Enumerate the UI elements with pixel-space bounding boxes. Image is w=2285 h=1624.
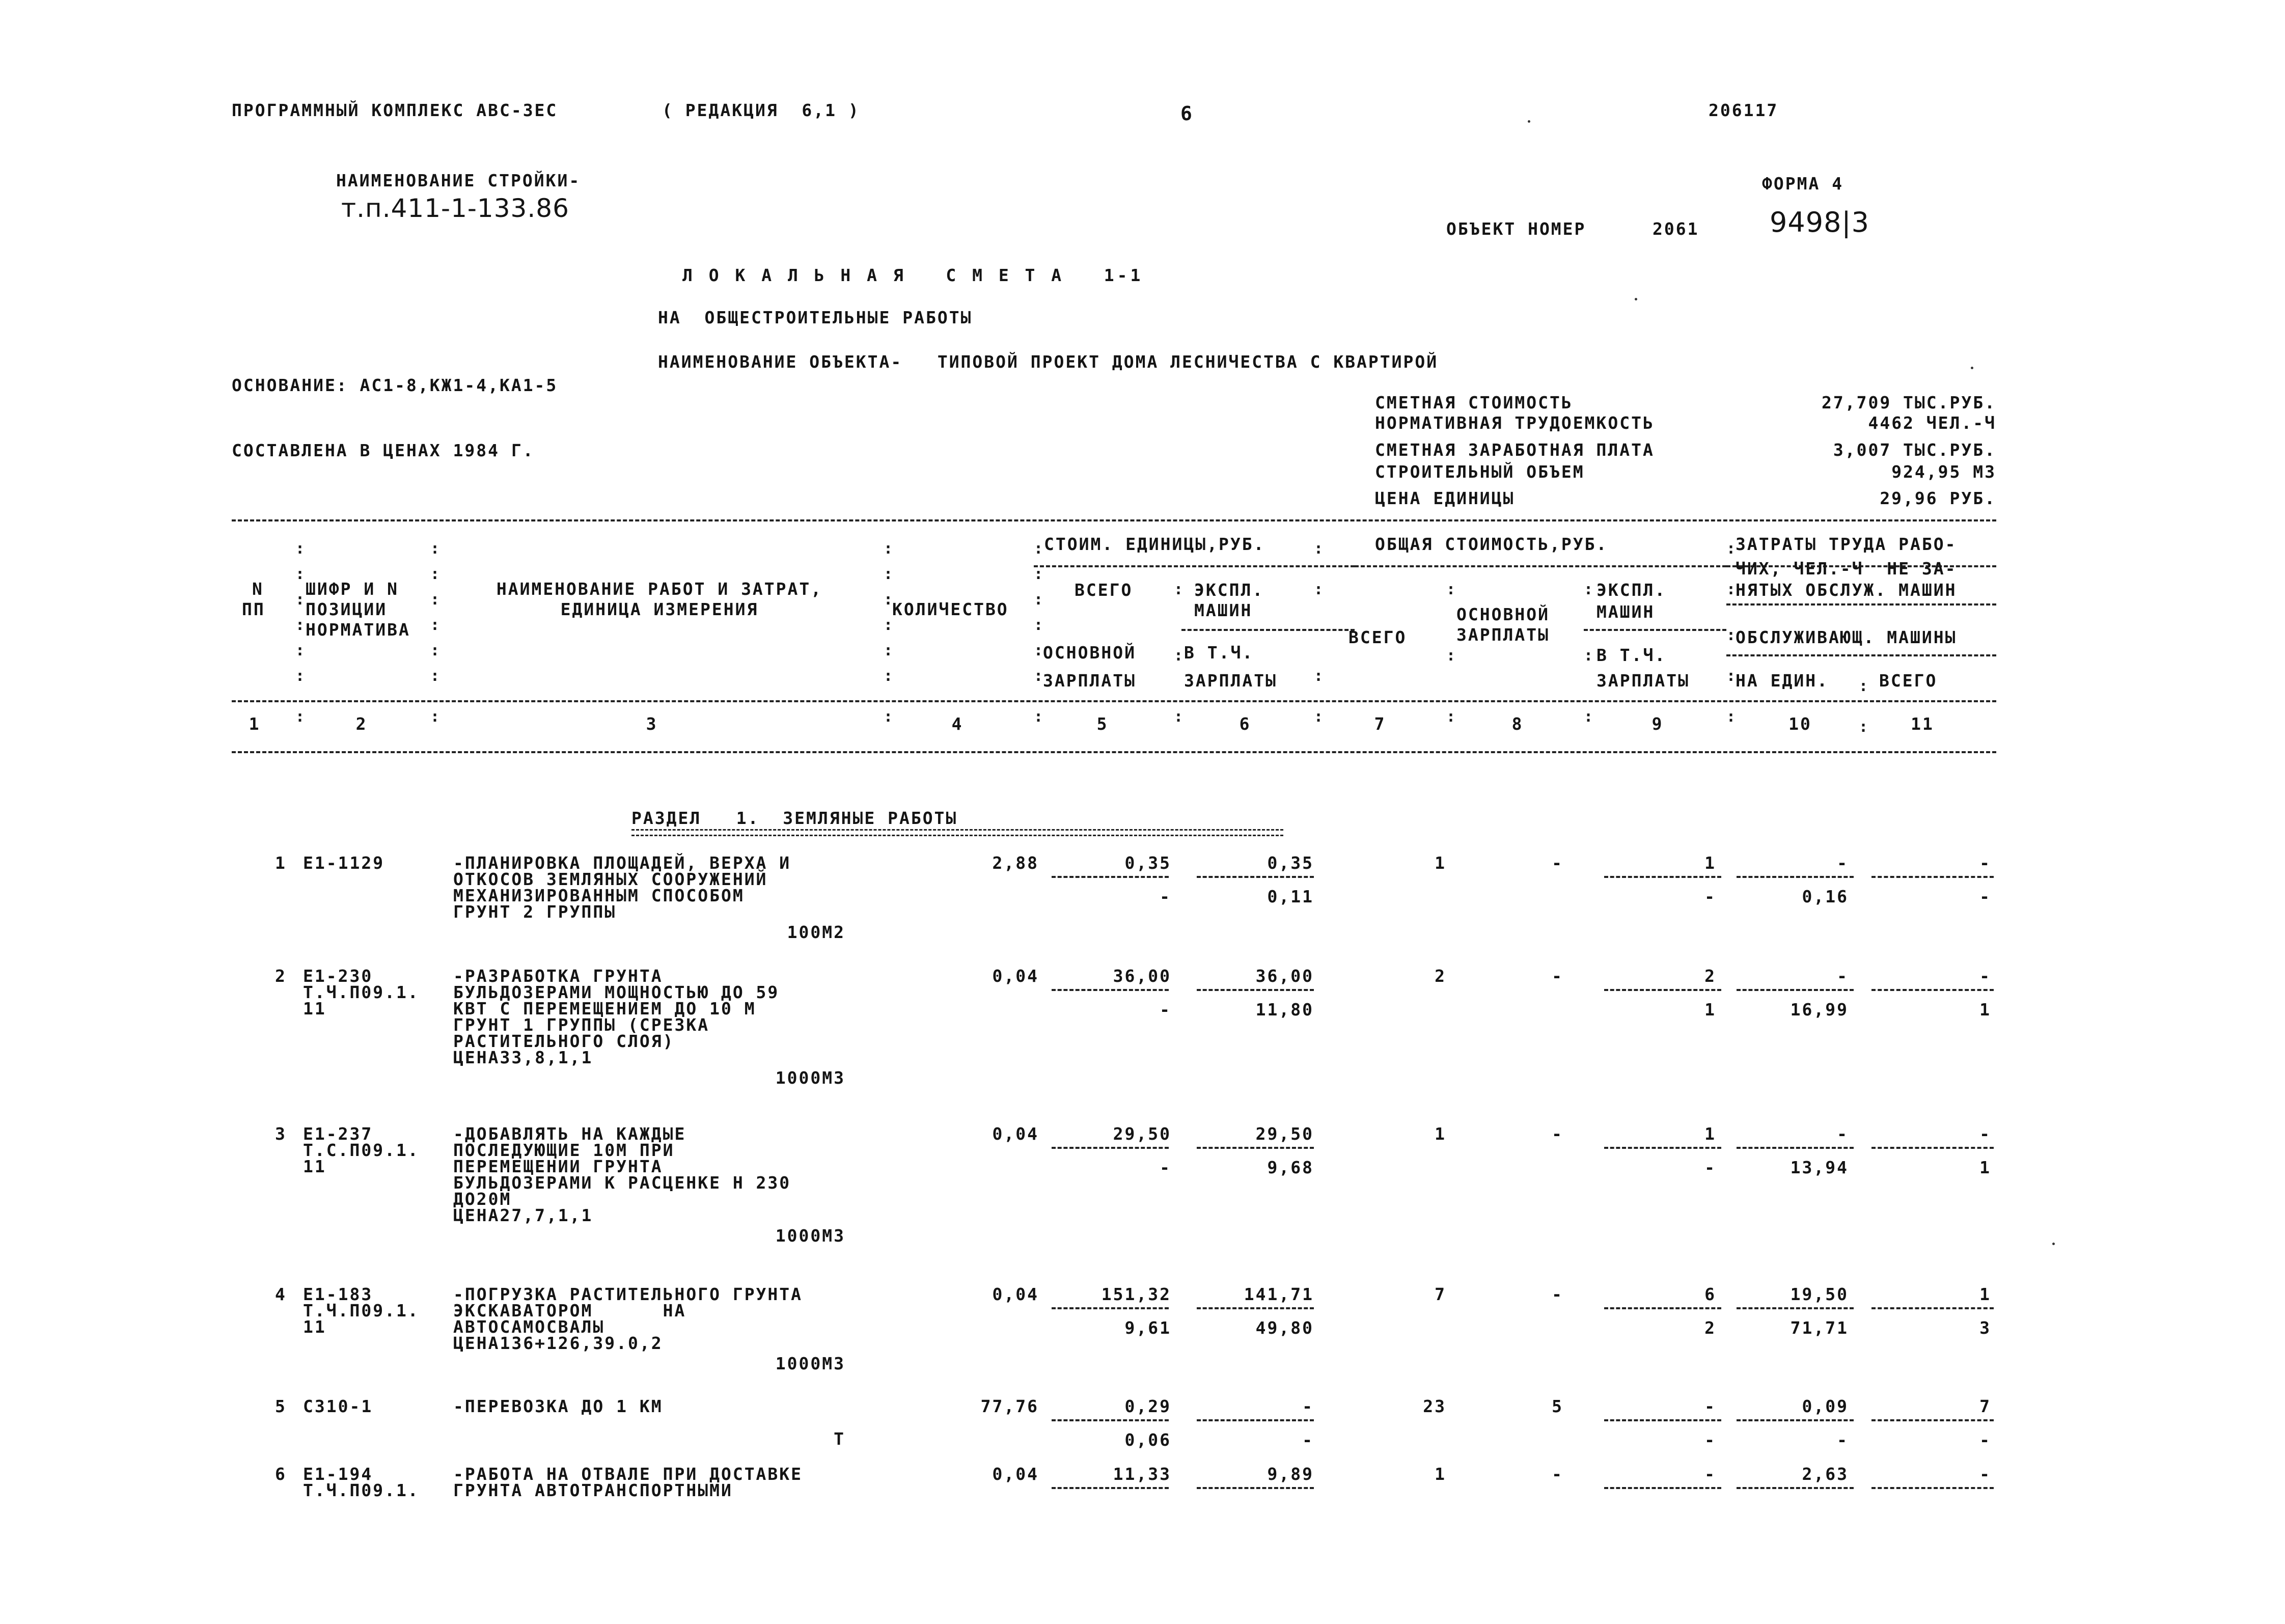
column-separator: : : :: [1584, 581, 1595, 726]
col-labor-service-label: ОБСЛУЖИВАЮЩ. МАШИНЫ: [1736, 627, 1957, 647]
summary-value: 924,95 М3: [1891, 462, 1996, 482]
row-description: -ПОГРУЗКА РАСТИТЕЛЬНОГО ГРУНТА: [453, 1284, 803, 1304]
document-code: 206117: [1709, 100, 1779, 120]
summary-label: НОРМАТИВНАЯ ТРУДОЕМКОСТЬ: [1375, 413, 1655, 433]
row-labor-unit: 2,63: [1802, 1464, 1849, 1484]
col-number: 8: [1511, 714, 1524, 734]
row-labor-service: -: [1837, 1430, 1849, 1450]
cell-rule: [1871, 1419, 1994, 1421]
row-total-basic: -: [1552, 853, 1563, 873]
row-labor-unit: -: [1837, 1124, 1849, 1144]
row-total-machine: 2: [1704, 966, 1716, 986]
object-number-label: ОБЪЕКТ НОМЕР: [1446, 219, 1586, 239]
program-edition: ( РЕДАКЦИЯ 6,1 ): [662, 100, 860, 120]
row-unit-machine: 0,35: [1267, 853, 1314, 873]
column-separator: : : : : :: [1726, 540, 1738, 726]
col-total-all-label: ВСЕГО: [1348, 627, 1407, 647]
col-unit-total-label: ВСЕГО: [1075, 580, 1133, 600]
row-labor-total: -: [1979, 1464, 1991, 1484]
row-description: ЦЕНА27,7,1,1: [453, 1205, 593, 1225]
row-labor-service-total: 1: [1979, 1000, 1991, 1020]
document-subtitle: НА ОБЩЕСТРОИТЕЛЬНЫЕ РАБОТЫ: [658, 308, 973, 327]
row-description: МЕХАНИЗИРОВАННЫМ СПОСОБОМ: [453, 886, 745, 905]
col-total-basic-label: ЗАРПЛАТЫ: [1456, 625, 1550, 645]
row-unit-machine: -: [1302, 1396, 1314, 1416]
col-number: 3: [646, 714, 658, 734]
col-total-cost-label: ОБЩАЯ СТОИМОСТЬ,РУБ.: [1375, 534, 1608, 554]
row-description: РАСТИТЕЛЬНОГО СЛОЯ): [453, 1031, 675, 1051]
row-description: -РАЗРАБОТКА ГРУНТА: [453, 966, 663, 986]
document-title: Л О К А Л Ь Н А Я С М Е Т А 1-1: [682, 265, 1144, 285]
row-code: 11: [303, 999, 326, 1019]
row-unit-machine: 29,50: [1255, 1124, 1314, 1144]
row-unit: 100М2: [787, 922, 845, 942]
summary-label: СТРОИТЕЛЬНЫЙ ОБЪЕМ: [1375, 462, 1585, 482]
cell-rule: [1871, 1487, 1994, 1489]
col-unit-mach-label: ЭКСПЛ.: [1194, 580, 1264, 600]
row-total: 1: [1435, 853, 1446, 873]
row-total: 1: [1435, 1464, 1446, 1484]
row-total-incl: -: [1704, 887, 1716, 906]
row-unit-total: 36,00: [1113, 966, 1171, 986]
row-number: 1: [275, 853, 287, 873]
row-code: Т.Ч.П09.1.: [303, 1480, 420, 1500]
row-labor-service: 71,71: [1790, 1318, 1849, 1338]
row-description: -РАБОТА НА ОТВАЛЕ ПРИ ДОСТАВКЕ: [453, 1464, 803, 1484]
summary-label: СМЕТНАЯ ЗАРАБОТНАЯ ПЛАТА: [1375, 440, 1655, 460]
row-quantity: 0,04: [992, 966, 1039, 986]
col-unit-incl-label: В Т.Ч.: [1184, 643, 1254, 663]
price-level: СОСТАВЛЕНА В ЦЕНАХ 1984 Г.: [232, 441, 535, 460]
row-code: С310-1: [303, 1396, 373, 1416]
row-description: ЭКСКАВАТОРОМ НА: [453, 1301, 686, 1320]
row-description: ОТКОСОВ ЗЕМЛЯНЫХ СООРУЖЕНИЙ: [453, 869, 768, 889]
row-labor-total: -: [1979, 1124, 1991, 1144]
row-labor-service: 0,16: [1802, 887, 1849, 906]
col-number: 7: [1374, 714, 1386, 734]
object-number: 2061: [1653, 219, 1699, 239]
column-separator: : : : : : : :: [430, 540, 442, 726]
program-name: ПРОГРАММНЫЙ КОМПЛЕКС АВС-ЗЕС: [232, 100, 558, 120]
row-labor-unit: -: [1837, 966, 1849, 986]
row-unit-basic: -: [1160, 887, 1171, 906]
cell-rule: [1052, 1147, 1169, 1149]
row-unit-total: 0,35: [1124, 853, 1171, 873]
row-labor-service: 13,94: [1790, 1158, 1849, 1177]
row-unit: 1000М3: [775, 1354, 845, 1373]
col-name-label: НАИМЕНОВАНИЕ РАБОТ И ЗАТРАТ,: [496, 579, 823, 599]
row-description: -ПЕРЕВОЗКА ДО 1 КМ: [453, 1396, 663, 1416]
cell-rule: [1052, 1487, 1169, 1489]
column-separator: : :: [1859, 677, 1870, 736]
row-unit-basic: 0,06: [1124, 1430, 1171, 1450]
scan-speck: [1635, 298, 1637, 300]
column-separator: : : : : : : :: [295, 540, 307, 726]
col-cipher-label: НОРМАТИВА: [306, 620, 410, 640]
row-unit-total: 29,50: [1113, 1124, 1171, 1144]
row-total: 7: [1435, 1284, 1446, 1304]
col-unit-incl-label: ЗАРПЛАТЫ: [1184, 671, 1277, 691]
row-unit-basic: 9,61: [1124, 1318, 1171, 1338]
col-labor-label: ЧИХ, ЧЕЛ.-Ч НЕ ЗА-: [1736, 559, 1957, 579]
row-description: -ПЛАНИРОВКА ПЛОЩАДЕЙ, ВЕРХА И: [453, 853, 791, 873]
cell-rule: [1737, 876, 1854, 878]
row-quantity: 0,04: [992, 1284, 1039, 1304]
row-description: БУЛЬДОЗЕРАМИ МОЩНОСТЬЮ ДО 59: [453, 982, 780, 1002]
scan-speck: [1971, 367, 1973, 369]
cell-rule: [1737, 989, 1854, 991]
cell-rule: [1604, 1147, 1721, 1149]
row-code: Е1-1129: [303, 853, 385, 873]
section-title: РАЗДЕЛ 1. ЗЕМЛЯНЫЕ РАБОТЫ: [631, 808, 958, 828]
column-separator: : : : :: [1314, 540, 1325, 726]
colnum-bottom-rule: [232, 751, 1996, 753]
summary-label: СМЕТНАЯ СТОИМОСТЬ: [1375, 393, 1573, 412]
cell-rule: [1737, 1307, 1854, 1309]
cell-rule: [1604, 876, 1721, 878]
row-total: 1: [1435, 1124, 1446, 1144]
cell-rule: [1197, 989, 1314, 991]
row-description: ПОСЛЕДУЮЩИЕ 10М ПРИ: [453, 1140, 675, 1160]
basis: ОСНОВАНИЕ: АС1-8,КЖ1-4,КА1-5: [232, 375, 558, 395]
row-total-machine: -: [1704, 1396, 1716, 1416]
row-number: 2: [275, 966, 287, 986]
row-quantity: 0,04: [992, 1124, 1039, 1144]
row-labor-total: -: [1979, 966, 1991, 986]
row-code: Т.Ч.П09.1.: [303, 1301, 420, 1320]
row-code: 11: [303, 1317, 326, 1337]
col-number: 4: [951, 714, 963, 734]
header-inner-rule: [1181, 629, 1355, 631]
row-description: ГРУНТ 1 ГРУППЫ (СРЕЗКА: [453, 1015, 710, 1035]
column-separator: : : :: [1174, 581, 1185, 726]
col-total-basic-label: ОСНОВНОЙ: [1456, 604, 1550, 624]
object-name: НАИМЕНОВАНИЕ ОБЪЕКТА- ТИПОВОЙ ПРОЕКТ ДОМА ЛЕСНИЧЕСТВА С КВАРТИРОЙ: [658, 352, 1439, 372]
row-number: 3: [275, 1124, 287, 1144]
row-labor-service-total: -: [1979, 887, 1991, 906]
row-number: 4: [275, 1284, 287, 1304]
row-description: ГРУНТА АВТОТРАНСПОРТНЫМИ: [453, 1480, 733, 1500]
row-total-machine: 6: [1704, 1284, 1716, 1304]
row-total-basic: 5: [1552, 1396, 1563, 1416]
row-total-incl: 1: [1704, 1000, 1716, 1020]
row-total: 23: [1423, 1396, 1446, 1416]
header-inner-rule: [1584, 629, 1726, 631]
col-total-mach-label: МАШИН: [1596, 602, 1655, 622]
row-total: 2: [1435, 966, 1446, 986]
cell-rule: [1197, 1307, 1314, 1309]
row-total-machine: 1: [1704, 1124, 1716, 1144]
row-description: ЦЕНА33,8,1,1: [453, 1048, 593, 1067]
col-number: 11: [1911, 714, 1934, 734]
row-number: 5: [275, 1396, 287, 1416]
cell-rule: [1871, 989, 1994, 991]
row-description: -ДОБАВЛЯТЬ НА КАЖДЫЕ: [453, 1124, 686, 1144]
row-unit: 1000М3: [775, 1068, 845, 1088]
row-unit-incl: 0,11: [1267, 887, 1314, 906]
row-unit-basic: -: [1160, 1000, 1171, 1020]
row-total-basic: -: [1552, 1124, 1563, 1144]
row-total-basic: -: [1552, 966, 1563, 986]
row-total-incl: 2: [1704, 1318, 1716, 1338]
cell-rule: [1871, 1147, 1994, 1149]
row-code: Е1-194: [303, 1464, 373, 1484]
col-labor-total-label: ВСЕГО: [1879, 671, 1938, 691]
summary-label: ЦЕНА ЕДИНИЦЫ: [1375, 488, 1515, 508]
cell-rule: [1737, 1419, 1854, 1421]
cell-rule: [1737, 1147, 1854, 1149]
line-name-label: НАИМЕНОВАНИЕ СТРОЙКИ-: [336, 171, 581, 190]
row-quantity: 0,04: [992, 1464, 1039, 1484]
summary-value: 29,96 РУБ.: [1880, 488, 1996, 508]
cell-rule: [1052, 876, 1169, 878]
row-quantity: 2,88: [992, 853, 1039, 873]
col-total-incl-label: ЗАРПЛАТЫ: [1596, 671, 1690, 691]
header-inner-rule: [1726, 603, 1996, 605]
row-total-basic: -: [1552, 1464, 1563, 1484]
cell-rule: [1604, 1419, 1721, 1421]
row-labor-unit: 0,09: [1802, 1396, 1849, 1416]
row-description: БУЛЬДОЗЕРАМИ К РАСЦЕНКЕ Н 230: [453, 1173, 791, 1193]
row-code: Е1-237: [303, 1124, 373, 1144]
cell-rule: [1197, 1419, 1314, 1421]
row-description: ЦЕНА136+126,39.0,2: [453, 1333, 663, 1353]
row-labor-total: 1: [1979, 1284, 1991, 1304]
row-total-basic: -: [1552, 1284, 1563, 1304]
col-number: 2: [355, 714, 368, 734]
row-description: ПЕРЕМЕЩЕНИИ ГРУНТА: [453, 1157, 663, 1176]
column-separator: : : : : : : :: [1034, 540, 1045, 726]
row-code: Е1-230: [303, 966, 373, 986]
col-labor-label: НЯТЫХ ОБСЛУЖ. МАШИН: [1736, 580, 1957, 600]
column-separator: : : :: [1446, 581, 1457, 726]
row-total-incl: -: [1704, 1430, 1716, 1450]
row-description: ГРУНТ 2 ГРУППЫ: [453, 902, 617, 922]
row-total-machine: -: [1704, 1464, 1716, 1484]
col-unit-basic-label: ОСНОВНОЙ: [1043, 643, 1136, 663]
row-unit-incl: 9,68: [1267, 1158, 1314, 1177]
cell-rule: [1871, 876, 1994, 878]
cell-rule: [1604, 1487, 1721, 1489]
cell-rule: [1197, 1487, 1314, 1489]
col-number: 1: [249, 714, 261, 734]
row-labor-total: 7: [1979, 1396, 1991, 1416]
summary-value: 4462 ЧЕЛ.-Ч: [1868, 413, 1996, 433]
row-labor-service-total: -: [1979, 1430, 1991, 1450]
summary-value: 3,007 ТЫС.РУБ.: [1833, 440, 1996, 460]
row-description: ДО20М: [453, 1189, 512, 1209]
row-code: Т.С.П09.1.: [303, 1140, 420, 1160]
row-quantity: 77,76: [980, 1396, 1039, 1416]
col-labor-unit-label: НА ЕДИН.: [1736, 671, 1829, 691]
row-labor-service-total: 3: [1979, 1318, 1991, 1338]
row-labor-unit: 19,50: [1790, 1284, 1849, 1304]
col-number: 9: [1651, 714, 1664, 734]
cell-rule: [1197, 876, 1314, 878]
row-unit-machine: 36,00: [1255, 966, 1314, 986]
row-unit-total: 11,33: [1113, 1464, 1171, 1484]
cell-rule: [1871, 1307, 1994, 1309]
row-unit-incl: -: [1302, 1430, 1314, 1450]
summary-value: 27,709 ТЫС.РУБ.: [1821, 393, 1996, 412]
col-number: 10: [1788, 714, 1812, 734]
row-unit-machine: 141,71: [1244, 1284, 1314, 1304]
row-description: КВТ С ПЕРЕМЕЩЕНИЕМ ДО 10 М: [453, 999, 756, 1019]
row-labor-service-total: 1: [1979, 1158, 1991, 1177]
row-code: Т.Ч.П09.1.: [303, 982, 420, 1002]
col-number: 6: [1239, 714, 1251, 734]
row-total-incl: -: [1704, 1158, 1716, 1177]
header-inner-rule: [1355, 565, 1726, 567]
row-code: Е1-183: [303, 1284, 373, 1304]
col-unit-cost-label: СТОИМ. ЕДИНИЦЫ,РУБ.: [1044, 534, 1265, 554]
page-number: 6: [1180, 102, 1194, 125]
form-label: ФОРМА 4: [1762, 174, 1844, 194]
row-code: 11: [303, 1157, 326, 1176]
line-name-handwritten: т.п.411-1-133.86: [341, 194, 569, 223]
col-n-label: ПП: [242, 599, 265, 619]
row-labor-service: 16,99: [1790, 1000, 1849, 1020]
row-unit: 1000М3: [775, 1226, 845, 1246]
cell-rule: [1052, 1307, 1169, 1309]
col-labor-label: ЗАТРАТЫ ТРУДА РАБО-: [1736, 534, 1957, 554]
col-cipher-label: ШИФР И N: [306, 579, 399, 599]
section-underline: [631, 829, 1283, 836]
object-number-handwritten: 9498|3: [1770, 206, 1869, 238]
header-bottom-rule: [232, 700, 1996, 702]
header-top-rule: [232, 519, 1996, 521]
row-unit-total: 0,29: [1124, 1396, 1171, 1416]
cell-rule: [1052, 989, 1169, 991]
col-qty-label: КОЛИЧЕСТВО: [892, 599, 1009, 619]
header-inner-rule: [1726, 654, 1996, 656]
cell-rule: [1197, 1147, 1314, 1149]
column-separator: : : : : : : :: [884, 540, 895, 726]
row-labor-unit: -: [1837, 853, 1849, 873]
row-unit: Т: [834, 1429, 845, 1449]
scan-speck: [2052, 1243, 2055, 1245]
col-total-incl-label: В Т.Ч.: [1596, 645, 1667, 665]
row-unit-incl: 49,80: [1255, 1318, 1314, 1338]
row-unit-basic: -: [1160, 1158, 1171, 1177]
row-number: 6: [275, 1464, 287, 1484]
row-total-machine: 1: [1704, 853, 1716, 873]
col-unit-mach-label: МАШИН: [1194, 600, 1253, 620]
col-total-mach-label: ЭКСПЛ.: [1596, 580, 1667, 600]
cell-rule: [1604, 989, 1721, 991]
col-n-label: N: [252, 579, 264, 599]
col-cipher-label: ПОЗИЦИИ: [306, 599, 388, 619]
row-unit-incl: 11,80: [1255, 1000, 1314, 1020]
col-name-label: ЕДИНИЦА ИЗМЕРЕНИЯ: [560, 599, 759, 619]
cell-rule: [1604, 1307, 1721, 1309]
row-labor-total: -: [1979, 853, 1991, 873]
row-description: АВТОСАМОСВАЛЫ: [453, 1317, 605, 1337]
row-unit-machine: 9,89: [1267, 1464, 1314, 1484]
header-inner-rule: [1034, 565, 1355, 567]
row-unit-total: 151,32: [1101, 1284, 1171, 1304]
col-number: 5: [1096, 714, 1109, 734]
cell-rule: [1737, 1487, 1854, 1489]
cell-rule: [1052, 1419, 1169, 1421]
scan-speck: [1528, 120, 1530, 123]
col-unit-basic-label: ЗАРПЛАТЫ: [1043, 671, 1136, 691]
